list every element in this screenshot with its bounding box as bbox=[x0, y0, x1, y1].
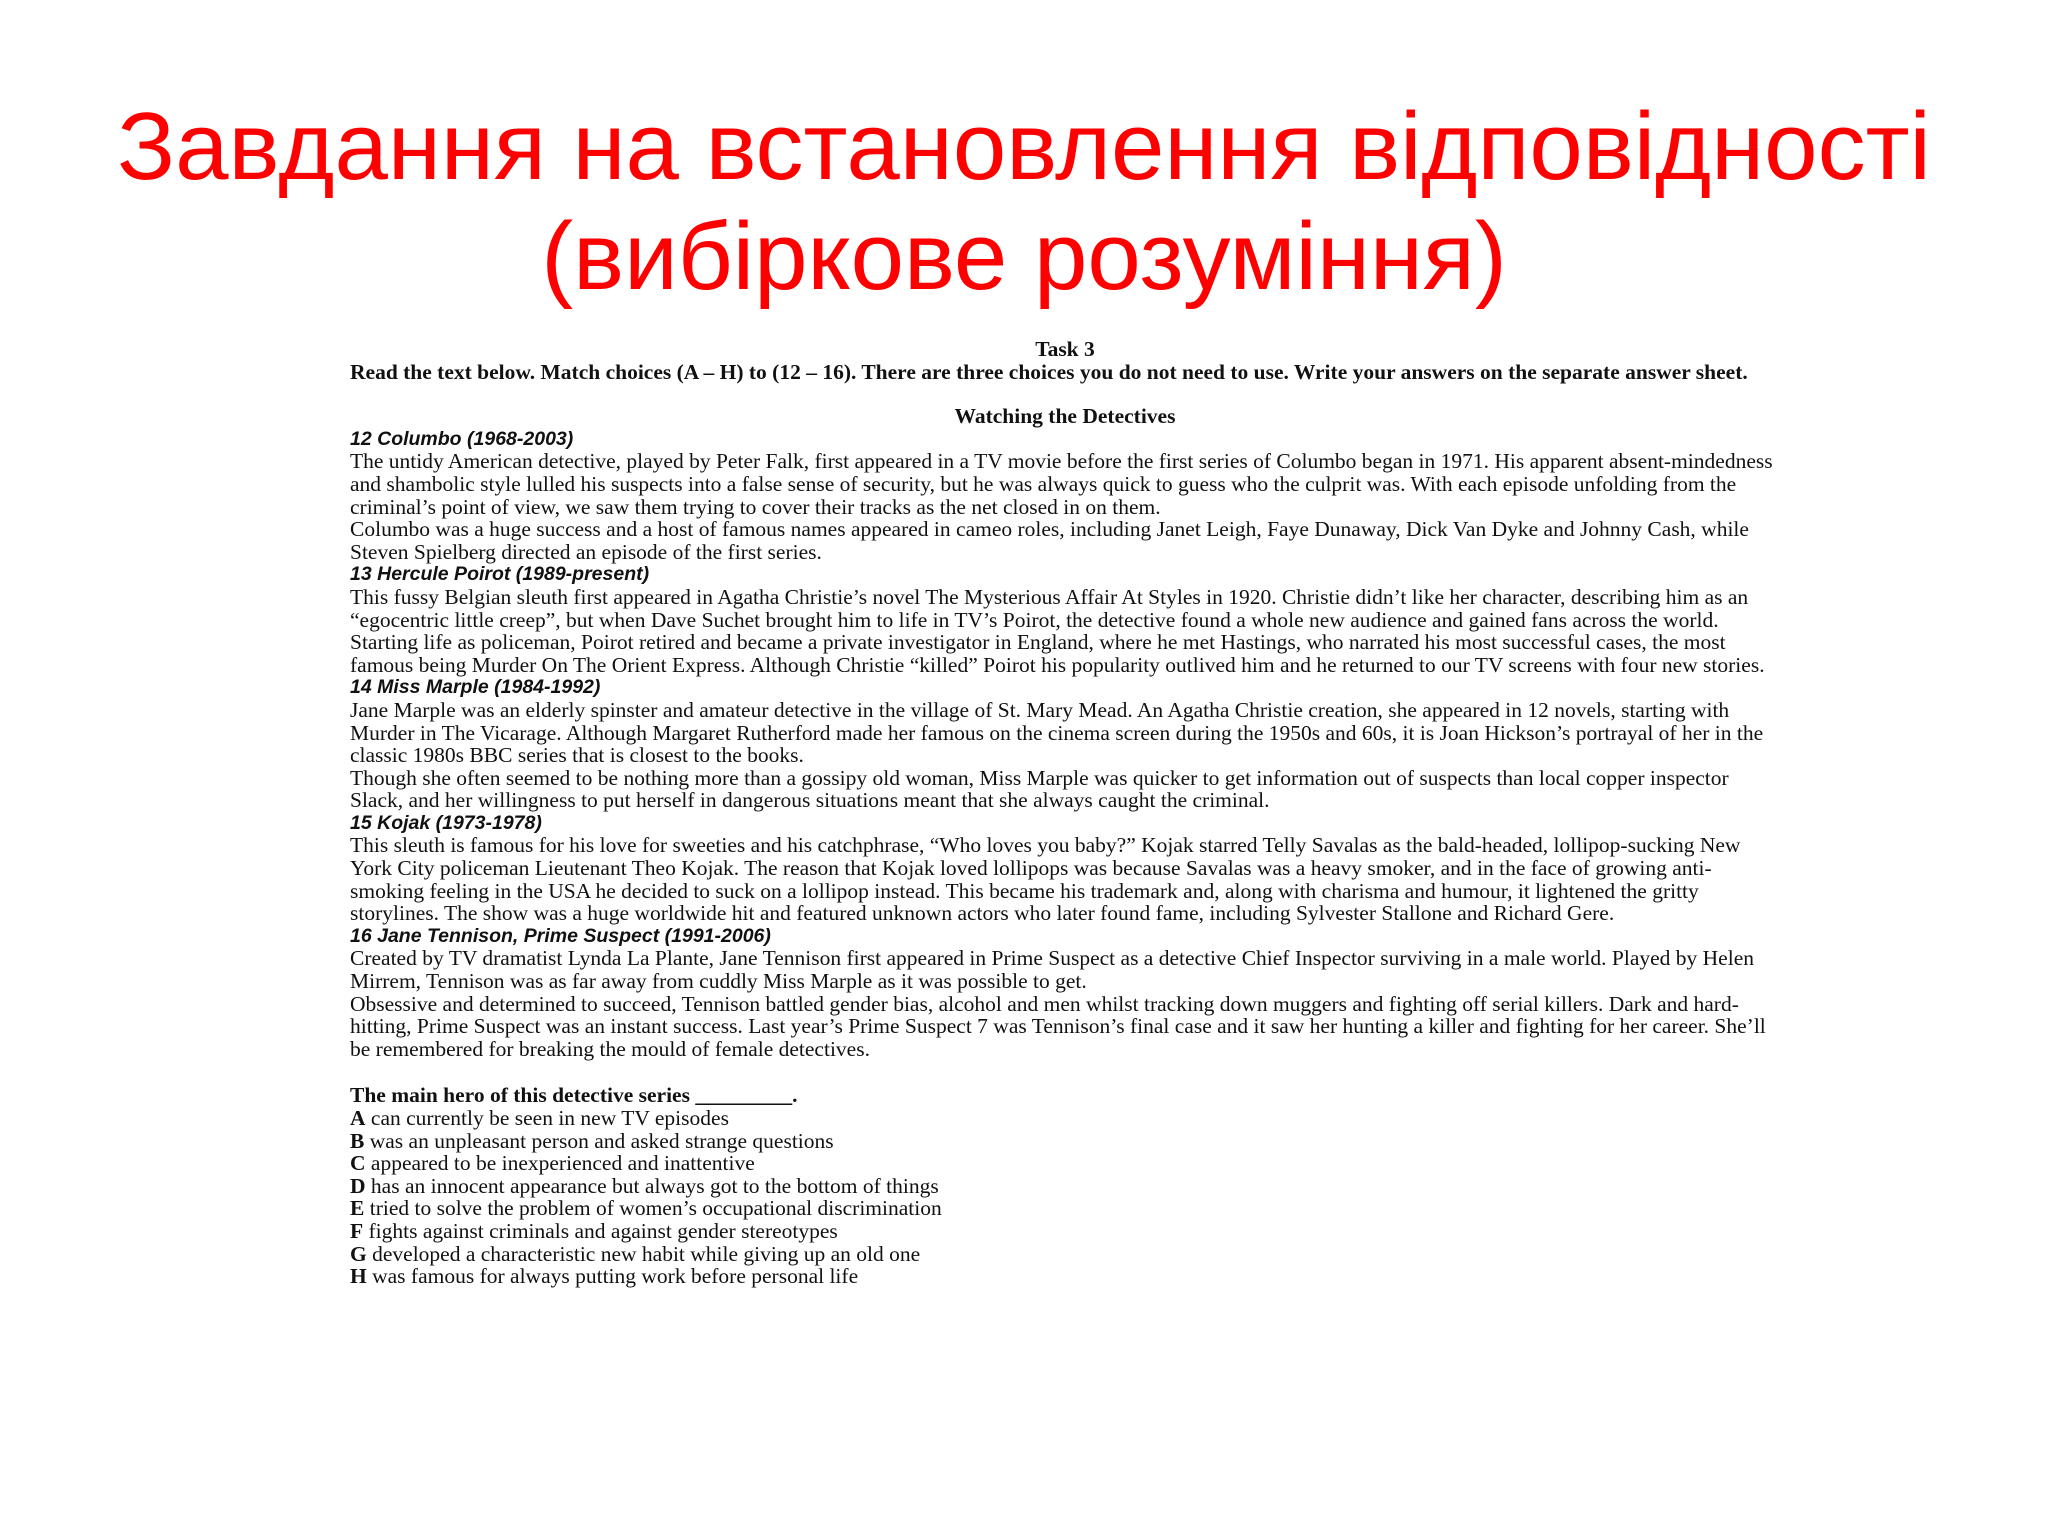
task-number: Task 3 bbox=[1035, 337, 1095, 361]
entry-poirot bbox=[350, 563, 1780, 676]
question-stem: The main hero of this detective series _________. bbox=[350, 1083, 798, 1108]
option-letter: D bbox=[350, 1173, 366, 1198]
option-f bbox=[350, 1220, 1780, 1243]
entry-heading: 14 Miss Marple (1984-1992) bbox=[350, 676, 601, 699]
entry-heading: 15 Kojak (1973-1978) bbox=[350, 811, 542, 834]
option-b bbox=[350, 1130, 1780, 1153]
option-text: was an unpleasant person and asked strange questions bbox=[369, 1128, 834, 1153]
option-letter: B bbox=[350, 1128, 365, 1153]
entry-paragraph: Columbo was a huge success and a host of famous names appeared in cameo roles, including Janet Leigh, Faye Dunaway, Dick Van Dyke and Johnny Cash, while Steven Spielberg directed an episode of the first series. bbox=[350, 517, 1749, 564]
entry-paragraph: Jane Marple was an elderly spinster and amateur detective in the village of St. Mary Mead. An Agatha Christie creation, she appeared in 12 novels, starting with Murder in The Vicarage. Although Margaret Rutherford made her famous on the cinema screen during the 1950s and 60s, it is Joan Hickson’s portrayal of her in the classic 1980s BBC series that is closest to the books. bbox=[350, 697, 1764, 768]
entry-heading: 12 Columbo (1968-2003) bbox=[350, 427, 574, 450]
option-text: was famous for always putting work before personal life bbox=[372, 1264, 859, 1289]
slide-title-line-1: Завдання на встановлення відповідності bbox=[117, 93, 1931, 200]
answer-options bbox=[350, 1107, 1780, 1288]
option-c bbox=[350, 1152, 1780, 1175]
task-instructions: Read the text below. Match choices (A – H) to (12 – 16). There are three choices you do not need to use. Write your answers on the separate answer sheet. bbox=[350, 359, 1748, 384]
option-text: tried to solve the problem of women’s occupational discrimination bbox=[369, 1196, 942, 1221]
entry-paragraph: The untidy American detective, played by Peter Falk, first appeared in a TV movie before the first series of Columbo began in 1971. His apparent absent-mindedness and shambolic style lulled his suspects into a false sense of security, but he was always quick to guess who the culprit was. With each episode unfolding from the criminal’s point of view, we saw them trying to cover their tracks as the net closed in on them. bbox=[350, 449, 1773, 519]
slide-title-line-2: (вибіркове розуміння) bbox=[541, 203, 1507, 310]
entry-marple bbox=[350, 676, 1780, 812]
entry-tennison bbox=[350, 925, 1780, 1061]
option-letter: E bbox=[350, 1196, 365, 1221]
option-text: appeared to be inexperienced and inattentive bbox=[370, 1151, 755, 1176]
option-a bbox=[350, 1107, 1780, 1130]
option-text: has an innocent appearance but always got to the bottom of things bbox=[370, 1173, 939, 1198]
option-letter: C bbox=[350, 1151, 366, 1176]
option-letter: G bbox=[350, 1241, 367, 1266]
option-d bbox=[350, 1175, 1780, 1198]
option-text: fights against criminals and against gender stereotypes bbox=[368, 1218, 838, 1243]
option-e bbox=[350, 1197, 1780, 1220]
entry-paragraph: Starting life as policeman, Poirot retired and became a private investigator in England, where he met Hastings, who narrated his most successful cases, the most famous being Murder On The Orient Express. Although Christie “killed” Poirot his popularity outlived him and he returned to our TV screens with four new stories. bbox=[350, 630, 1765, 677]
entry-columbo bbox=[350, 428, 1780, 564]
entry-paragraph: Created by TV dramatist Lynda La Plante, Jane Tennison first appeared in Prime Suspect as a detective Chief Inspector surviving in a male world. Played by Helen Mirrem, Tennison was as far away from cuddly Miss Marple as it was possible to get. bbox=[350, 946, 1754, 994]
entry-heading: 16 Jane Tennison, Prime Suspect (1991-2006) bbox=[350, 924, 771, 947]
task-document bbox=[350, 338, 1780, 1288]
option-letter: F bbox=[350, 1218, 364, 1243]
option-g bbox=[350, 1243, 1780, 1266]
option-letter: A bbox=[350, 1106, 366, 1130]
entry-paragraph: This fussy Belgian sleuth first appeared in Agatha Christie’s novel The Mysterious Affair At Styles in 1920. Christie didn’t like her character, describing him as an “egocentric little creep”, but when Dave Suchet brought him to life in TV’s Poirot, the detective found a whole new audience and gained fans across the world. bbox=[350, 584, 1749, 632]
option-text: developed a characteristic new habit while giving up an old one bbox=[372, 1241, 921, 1266]
entry-paragraph: Obsessive and determined to succeed, Tennison battled gender bias, alcohol and men whilst tracking down muggers and fighting off serial killers. Dark and hard-hitting, Prime Suspect was an instant success. Last year’s Prime Suspect 7 was Tennison’s final case and it saw her hunting a killer and fighting for her career. She’ll be remembered for breaking the mould of female detectives. bbox=[350, 991, 1766, 1061]
entry-heading: 13 Hercule Poirot (1989-present) bbox=[350, 563, 650, 586]
option-text: can currently be seen in new TV episodes bbox=[370, 1106, 729, 1130]
text-title: Watching the Detectives bbox=[954, 404, 1176, 429]
entry-paragraph: Though she often seemed to be nothing more than a gossipy old woman, Miss Marple was quicker to get information out of suspects than local copper inspector Slack, and her willingness to put herself in dangerous situations meant that she always caught the criminal. bbox=[350, 765, 1729, 813]
option-h bbox=[350, 1265, 1780, 1288]
option-letter: H bbox=[350, 1264, 367, 1289]
entry-kojak bbox=[350, 812, 1780, 925]
entry-paragraph: This sleuth is famous for his love for sweeties and his catchphrase, “Who loves you baby?” Kojak starred Telly Savalas as the bald-headed, lollipop-sucking New York City policeman Lieutenant Theo Kojak. The reason that Kojak loved lollipops was because Savalas was a heavy smoker, and in the face of growing anti-smoking feeling in the USA he decided to suck on a lollipop instead. This became his trademark and, along with charisma and humour, it lightened the gritty storylines. The show was a huge worldwide hit and featured unknown actors who later found fame, including Sylvester Stallone and Richard Gere. bbox=[350, 833, 1741, 926]
slide-title bbox=[0, 92, 2048, 312]
